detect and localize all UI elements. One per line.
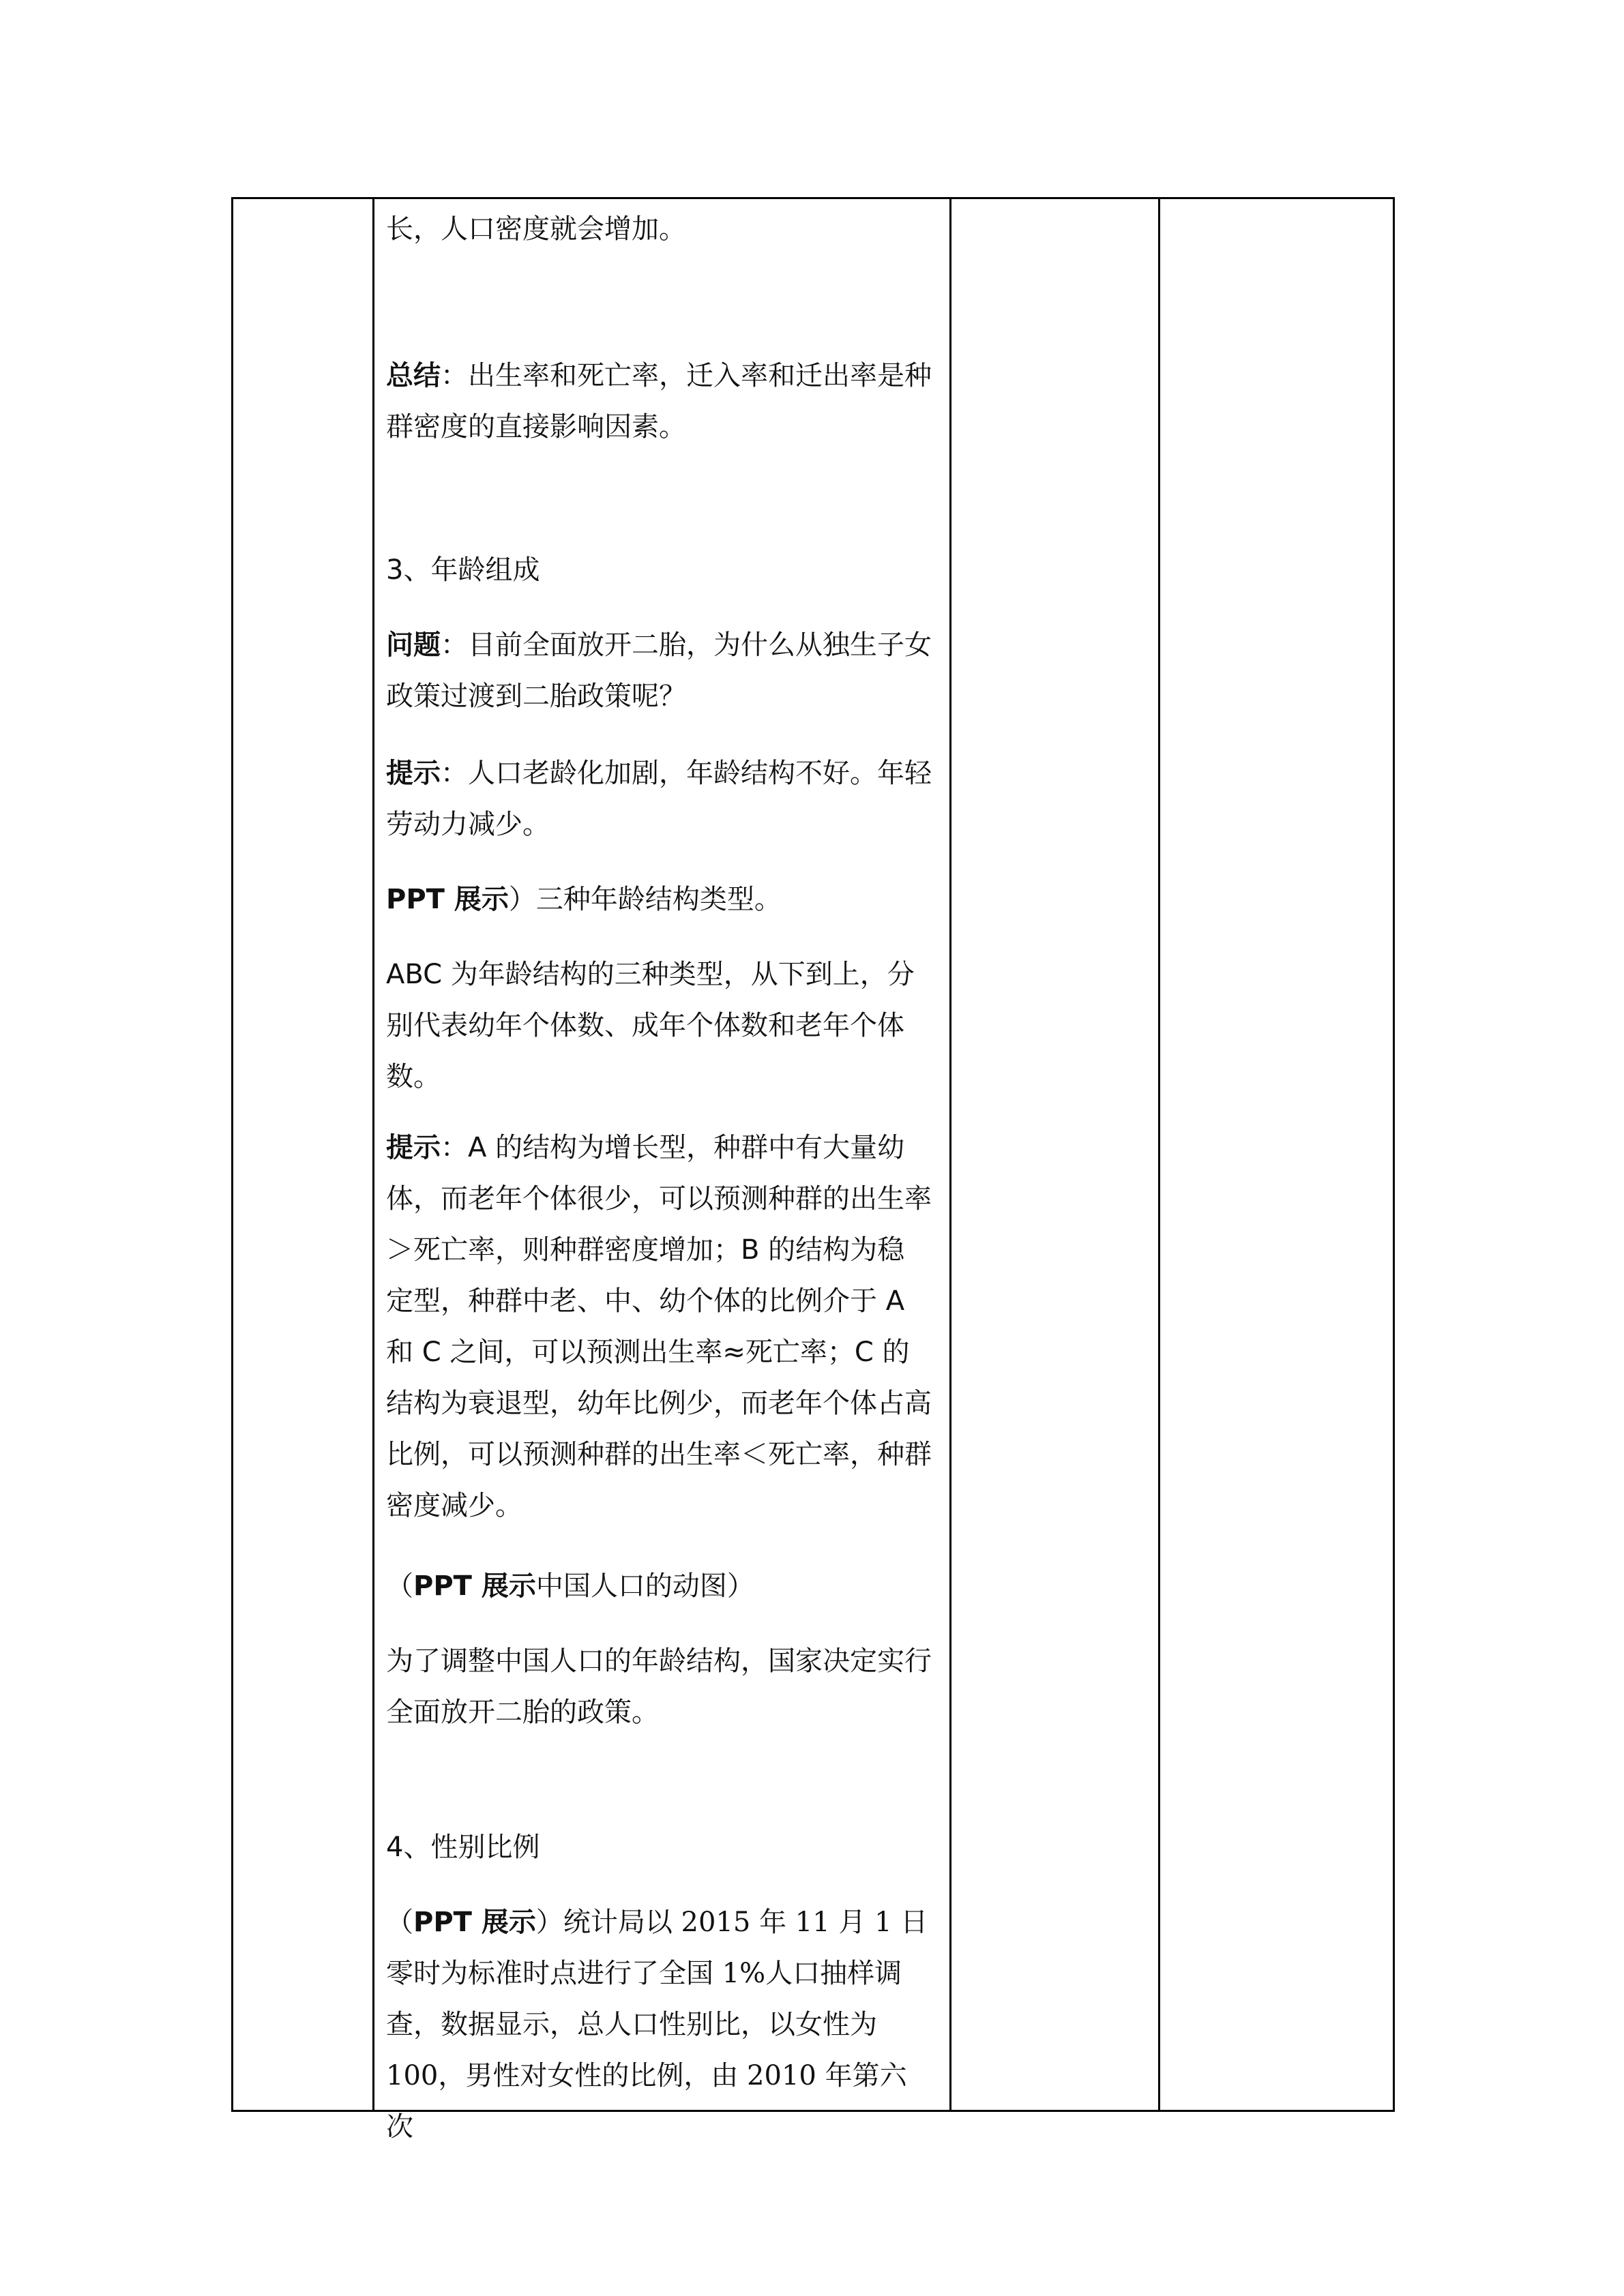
- paragraph-ppt-age-types: PPT 展示）三种年龄结构类型。: [386, 884, 782, 915]
- ppt-label: PPT 展示: [413, 1907, 536, 1938]
- paragraph-abc-types: ABC 为年龄结构的三种类型，从下到上，分别代表幼年个体数、成年个体数和老年个体数。: [386, 959, 915, 1092]
- paragraph-summary: 总结：出生率和死亡率，迁入率和迁出率是种群密度的直接影响因素。: [386, 360, 932, 443]
- question-label: 问题: [386, 629, 441, 661]
- hint-label: 提示: [386, 758, 441, 789]
- paragraph-question: 问题：目前全面放开二胎，为什么从独生子女政策过渡到二胎政策呢？: [386, 629, 932, 712]
- summary-label: 总结: [386, 360, 441, 391]
- ppt-label: PPT 展示: [386, 884, 509, 915]
- paragraph-hint-2: 提示：A 的结构为增长型，种群中有大量幼体，而老年个体很少，可以预测种群的出生率＞死亡率，则种群密度增加；B 的结构为稳定型，种群中老、中、幼个体的比例介于 A 和 C 之间，可以预测出生率≈死亡率；C 的结构为衰退型，幼年比例少，而老年个体占高比例，可以预测种群的出生率＜死亡率，种群密度减少。: [386, 1132, 932, 1521]
- column-divider-1: [372, 199, 374, 2110]
- paragraph-growth: 长，人口密度就会增加。: [386, 213, 686, 245]
- hint-label: 提示: [386, 1132, 441, 1163]
- column-divider-2: [949, 199, 951, 2110]
- paragraph-ppt-china-population: （PPT 展示中国人口的动图）: [386, 1570, 754, 1602]
- paragraph-ppt-census: （PPT 展示）统计局以 2015 年 11 月 1 日零时为标准时点进行了全国 1%人口抽样调查，数据显示，总人口性别比，以女性为 100，男性对女性的比例，由 2010 年第六次: [386, 1907, 928, 2143]
- ppt-label: PPT 展示: [413, 1570, 536, 1602]
- column-divider-3: [1158, 199, 1160, 2110]
- paragraph-hint-1: 提示：人口老龄化加剧，年龄结构不好。年轻劳动力减少。: [386, 758, 932, 840]
- paragraph-policy: 为了调整中国人口的年龄结构，国家决定实行全面放开二胎的政策。: [386, 1645, 932, 1728]
- heading-age-structure: 3、年龄组成: [386, 554, 540, 586]
- heading-sex-ratio: 4、性别比例: [386, 1832, 540, 1863]
